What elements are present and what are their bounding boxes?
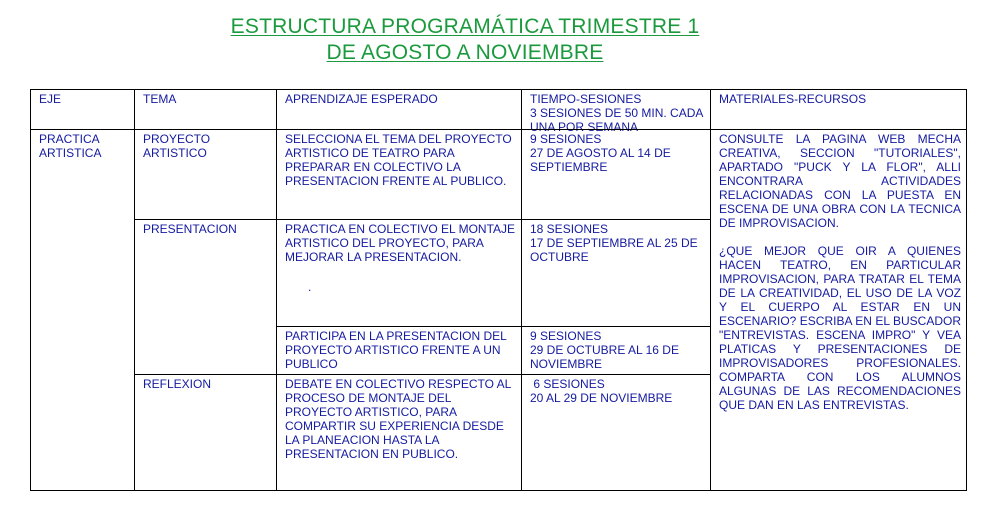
table-right-border bbox=[966, 89, 967, 491]
aprendizaje-cell-4: DEBATE EN COLECTIVO RESPECTO AL PROCESO DE MONTAJE DEL PROYECTO ARTISTICO, PARA COMPARTIR SU EXPERIENCIA DESDE LA PLANEACION HASTA LA PRESENTACION EN PUBLICO. bbox=[276, 374, 522, 491]
header-eje: EJE bbox=[30, 89, 135, 130]
sesiones-4: 6 SESIONES bbox=[530, 377, 605, 391]
aprendizaje-cell-2: PRACTICA EN COLECTIVO EL MONTAJE ARTISTICO DEL PROYECTO, PARA MEJORAR LA PRESENTACION. bbox=[276, 219, 522, 327]
sesiones-2: 18 SESIONES bbox=[530, 222, 609, 236]
tema-cell-proyecto: PROYECTO ARTISTICO bbox=[134, 129, 277, 220]
fechas-3: 29 DE OCTUBRE AL 16 DE NOVIEMBRE bbox=[530, 343, 679, 371]
sesiones-3: 9 SESIONES bbox=[530, 329, 602, 343]
materiales-cell bbox=[710, 129, 967, 491]
fechas-1: 27 DE AGOSTO AL 14 DE SEPTIEMBRE bbox=[530, 146, 671, 174]
tema-cell-reflexion: REFLEXION bbox=[134, 374, 277, 491]
aprendizaje-cell-1: SELECCIONA EL TEMA DEL PROYECTO ARTISTICO DE TEATRO PARA PREPARAR EN COLECTIVO LA PRESENTACION FRENTE AL PUBLICO. bbox=[276, 129, 522, 220]
header-tiempo-title: TIEMPO-SESIONES bbox=[530, 92, 642, 106]
tema-cell-presentacion: PRESENTACION bbox=[134, 219, 277, 375]
header-materiales: MATERIALES-RECURSOS bbox=[710, 89, 967, 130]
eje-cell: PRACTICA ARTISTICA bbox=[30, 129, 135, 491]
aprendizaje-cell-3: PARTICIPA EN LA PRESENTACION DEL PROYECTO ARTISTICO FRENTE A UN PUBLICO bbox=[276, 326, 522, 375]
tiempo-cell-3 bbox=[521, 326, 711, 375]
materiales-paragraph-2: ¿QUE MEJOR QUE OIR A QUIENES HACEN TEATRO, EN PARTICULAR IMPROVISACION, PARA TRATAR EL TEMA DE LA CREATIVIDAD, EL USO DE LA VOZ Y EL CUERPO AL ESTAR EN UN ESCENARIO? ESCRIBA EN EL BUSCADOR "ENTREVISTAS. ESCENA IMPRO" Y VEA PLATICAS Y PRESENTACIONES DE IMPROVISADORES PROFESIONALES. COMPARTA CON LOS ALUMNOS ALGUNAS DE LAS RECOMENDACIONES QUE DAN EN LAS ENTREVISTAS. bbox=[719, 244, 961, 412]
tiempo-cell-1 bbox=[521, 129, 711, 220]
tiempo-cell-2 bbox=[521, 219, 711, 327]
table-bottom-border bbox=[30, 490, 967, 491]
tiempo-cell-4 bbox=[521, 374, 711, 491]
header-aprendizaje: APRENDIZAJE ESPERADO bbox=[276, 89, 522, 130]
materiales-paragraph-1: CONSULTE LA PAGINA WEB MECHA CREATIVA, SECCION "TUTORIALES", APARTADO "PUCK Y LA FLOR", ALLI ENCONTRARA ACTIVIDADES RELACIONADAS CON LA PUESTA EN ESCENA DE UNA OBRA CON LA TECNICA DE IMPROVISACION. bbox=[719, 132, 961, 230]
document-title-line-1: ESTRUCTURA PROGRAMÁTICA TRIMESTRE 1 bbox=[230, 15, 700, 38]
fechas-4: 20 AL 29 DE NOVIEMBRE bbox=[530, 391, 673, 405]
header-tema: TEMA bbox=[134, 89, 277, 130]
header-tiempo bbox=[521, 89, 711, 134]
sesiones-1: 9 SESIONES bbox=[530, 132, 602, 146]
fechas-2: 17 DE SEPTIEMBRE AL 25 DE OCTUBRE bbox=[530, 236, 698, 264]
stray-dot: . bbox=[308, 280, 312, 294]
document-title-line-2: DE AGOSTO A NOVIEMBRE bbox=[326, 41, 604, 64]
header-tiempo-detail: 3 SESIONES DE 50 MIN. CADA UNA POR SEMANA bbox=[530, 106, 703, 134]
